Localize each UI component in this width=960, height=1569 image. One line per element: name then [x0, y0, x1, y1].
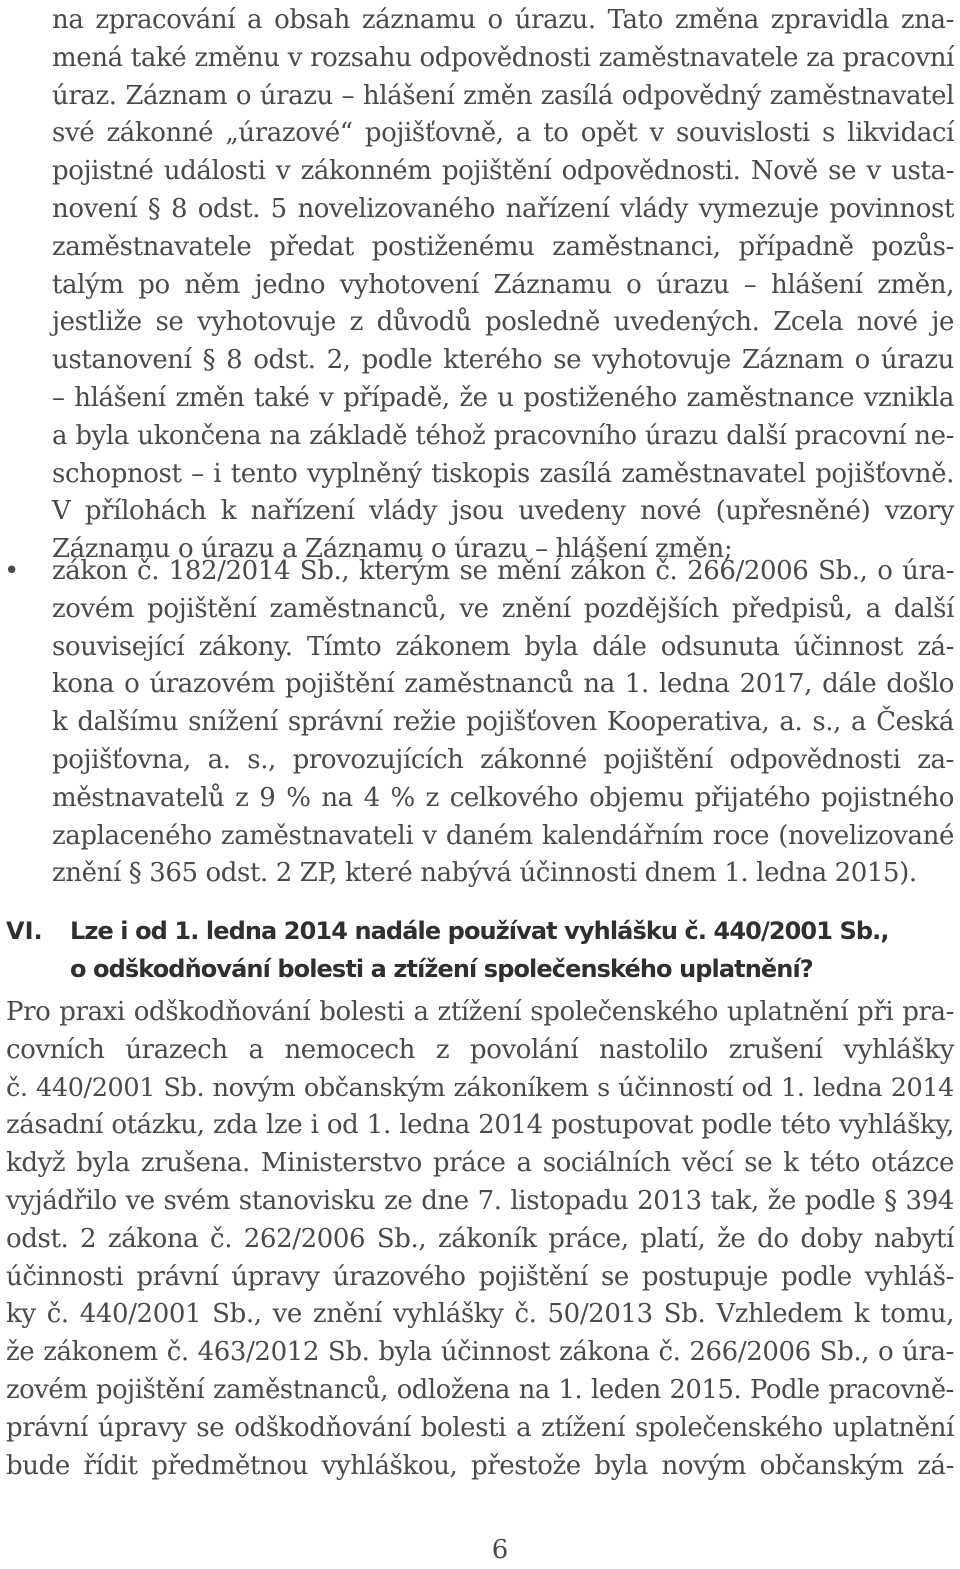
- bullet-line: k dalšímu snížení správní režie pojišťoven Kooperativa, a. s., a Česká: [52, 707, 954, 738]
- paragraph-line: mená také změnu v rozsahu odpovědnosti zaměstnavatele za pracovní: [52, 42, 954, 73]
- paragraph-line: účinnosti právní úpravy úrazového pojištění se postupuje podle vyhláš-: [6, 1261, 954, 1292]
- paragraph-line: novení § 8 odst. 5 novelizovaného nařízení vlády vymezuje povinnost: [52, 193, 954, 224]
- paragraph-line: úraz. Záznam o úrazu – hlášení změn zasílá odpovědný zaměstnavatel: [52, 80, 954, 111]
- paragraph-line: – hlášení změn také v případě, že u postiženého zaměstnance vznikla: [52, 382, 954, 413]
- paragraph-answer: [6, 994, 954, 1485]
- paragraph-line: na zpracování a obsah záznamu o úrazu. Tato změna zpravidla zna-: [52, 5, 954, 35]
- bullet-marker: •: [4, 556, 20, 586]
- paragraph-line: jestliže se vyhotovuje z důvodů posledně uvedených. Zcela nové je: [52, 307, 954, 338]
- paragraph-line: ustanovení § 8 odst. 2, podle kterého se vyhotovuje Záznam o úrazu: [52, 345, 954, 376]
- paragraph-line: Záznamu o úrazu a Záznamu o úrazu – hlášení změn;: [52, 534, 733, 565]
- bullet-line: městnavatelů z 9 % na 4 % z celkového objemu přijatého pojistného: [52, 782, 954, 813]
- bullet-line: zákon č. 182/2014 Sb., kterým se mění zákon č. 266/2006 Sb., o úra-: [52, 556, 954, 586]
- paragraph-line: že zákonem č. 463/2012 Sb. byla účinnost zákona č. 266/2006 Sb., o úra-: [6, 1337, 954, 1368]
- bullet-line: zaplaceného zaměstnavateli v daném kalendářním roce (novelizované: [52, 820, 954, 851]
- paragraph-line: když byla zrušena. Ministerstvo práce a sociálních věcí se k této otázce: [6, 1148, 954, 1179]
- paragraph-line: Pro praxi odškodňování bolesti a ztížení společenského uplatnění při pra-: [6, 997, 954, 1027]
- paragraph-continued: [52, 2, 954, 569]
- paragraph-line: bude řídit předmětnou vyhláškou, přestože byla novým občanským zá-: [6, 1450, 954, 1481]
- bullet-line: zovém pojištění zaměstnanců, ve znění pozdějších předpisů, a další: [52, 593, 954, 624]
- paragraph-line: covních úrazech a nemocech z povolání nastolilo zrušení vyhlášky: [6, 1034, 954, 1065]
- paragraph-line: schopnost – i tento vyplněný tiskopis zasílá zaměstnavatel pojišťovně.: [52, 458, 954, 489]
- section-heading-line: Lze i od 1. ledna 2014 nadále používat vyhlášku č. 440/2001 Sb.,: [70, 917, 889, 945]
- paragraph-line: zovém pojištění zaměstnanců, odložena na 1. leden 2015. Podle pracovně-: [6, 1374, 954, 1405]
- paragraph-line: pojistné události v zákonném pojištění odpovědnosti. Nově se v usta-: [52, 156, 954, 187]
- paragraph-line: zásadní otázku, zda lze i od 1. ledna 2014 postupovat podle této vyhlášky,: [6, 1110, 954, 1141]
- paragraph-line: a byla ukončena na základě téhož pracovního úrazu další pracovní ne-: [52, 420, 954, 451]
- paragraph-line: V přílohách k nařízení vlády jsou uvedeny nové (upřesněné) vzory: [52, 496, 954, 527]
- paragraph-line: č. 440/2001 Sb. novým občanským zákoníkem s účinností od 1. ledna 2014: [6, 1072, 954, 1103]
- section-heading-line: o odškodňování bolesti a ztížení společenského uplatnění?: [70, 955, 813, 983]
- paragraph-line: odst. 2 zákona č. 262/2006 Sb., zákoník práce, platí, že do doby nabytí: [6, 1223, 954, 1254]
- bullet-line: související zákony. Tímto zákonem byla dále odsunuta účinnost zá-: [52, 631, 954, 662]
- bullet-line: znění § 365 odst. 2 ZP, které nabývá účinnosti dnem 1. ledna 2015).: [52, 858, 917, 889]
- paragraph-line: vyjádřilo ve svém stanovisku ze dne 7. listopadu 2013 tak, že podle § 394: [6, 1185, 954, 1216]
- bullet-line: pojišťovna, a. s., provozujících zákonné pojištění odpovědnosti za-: [52, 744, 954, 775]
- bullet-list-item: [52, 553, 954, 893]
- bullet-line: kona o úrazovém pojištění zaměstnanců na 1. ledna 2017, dále došlo: [52, 669, 954, 700]
- paragraph-line: ky č. 440/2001 Sb., ve znění vyhlášky č. 50/2013 Sb. Vzhledem k tomu,: [6, 1299, 954, 1330]
- paragraph-line: talým po něm jedno vyhotovení Záznamu o úrazu – hlášení změn,: [52, 269, 954, 300]
- paragraph-line: své zákonné „úrazové“ pojišťovně, a to opět v souvislosti s likvidací: [52, 118, 954, 149]
- paragraph-line: právní úpravy se odškodňování bolesti a ztížení společenského uplatnění: [6, 1412, 954, 1443]
- paragraph-line: zaměstnavatele předat postiženému zaměstnanci, případně pozůs-: [52, 231, 954, 262]
- page-number: 6: [491, 1535, 509, 1565]
- section-number: VI.: [6, 917, 43, 945]
